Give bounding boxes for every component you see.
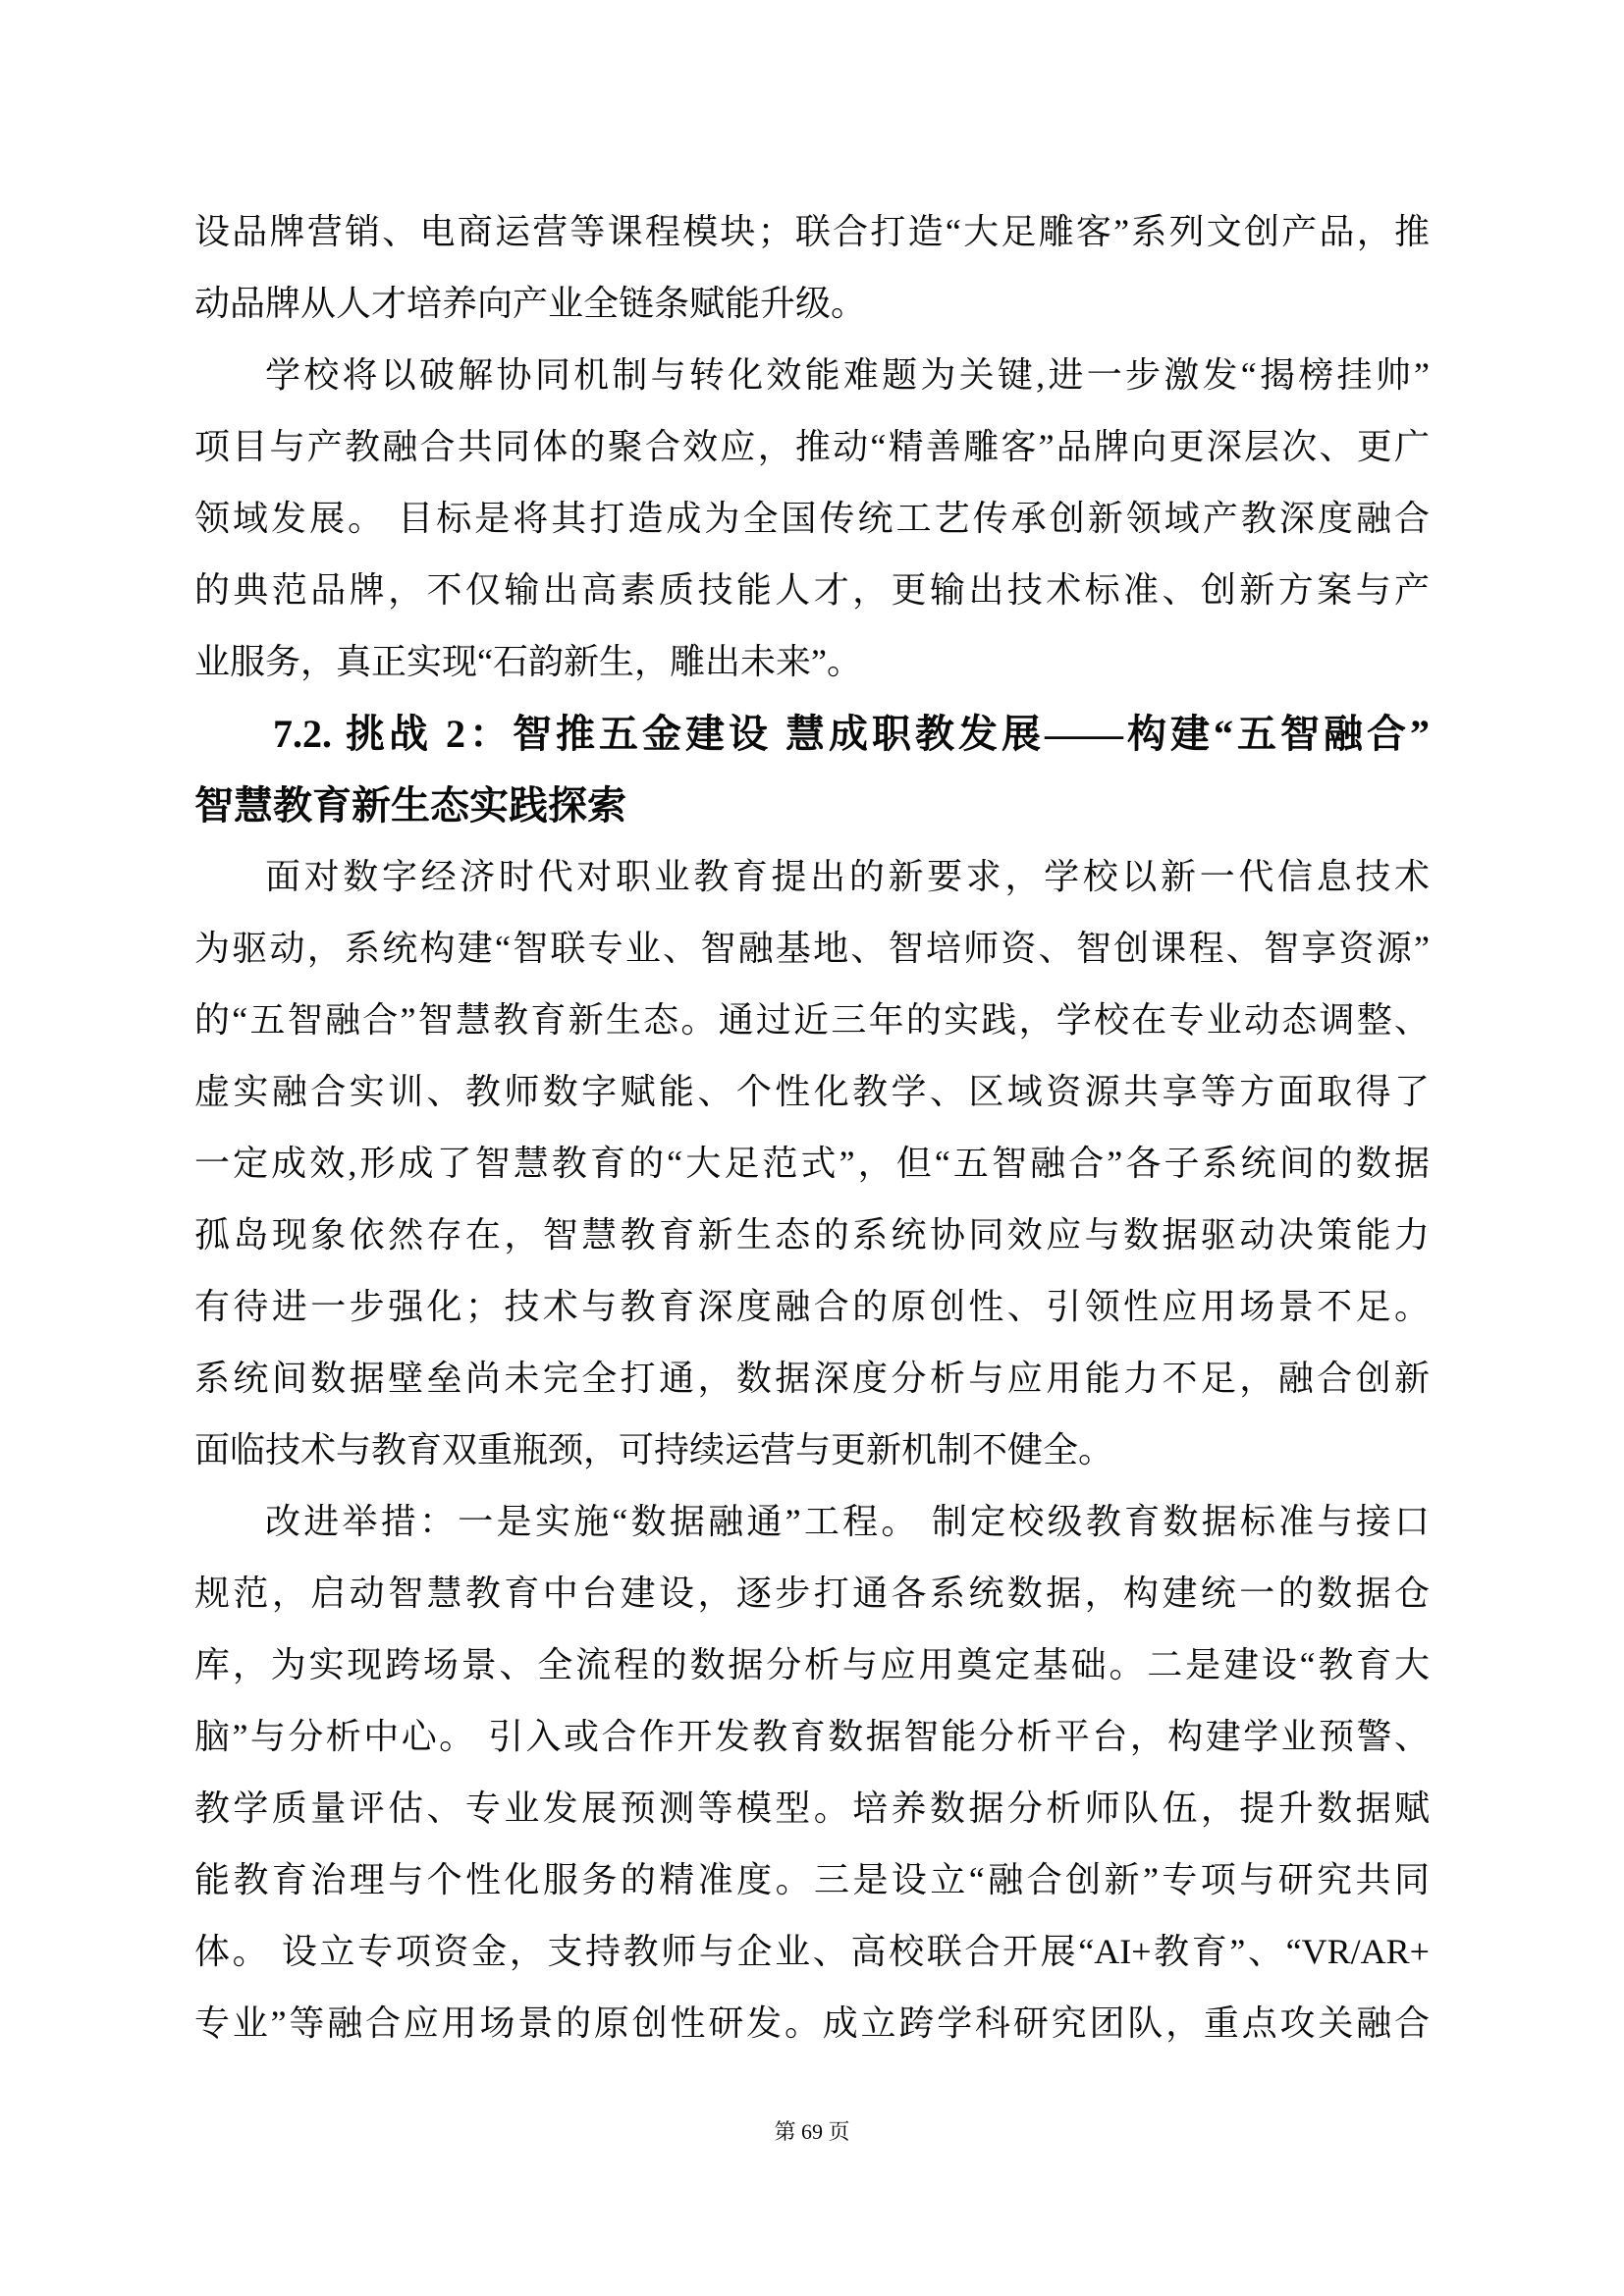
text-line: 业服务，真正实现“石韵新生，雕出未来”。 [194,642,862,681]
heading-line: 7.2. 挑战 2：智推五金建设 慧成职教发展——构建“五智融合” [273,712,1430,756]
text-line: 系统间数据壁垒尚未完全打通，数据深度分析与应用能力不足，融合创新 [194,1359,1430,1398]
text-line: 专业”等融合应用场景的原创性研发。成立跨学科研究团队，重点攻关融合 [194,2003,1430,2043]
paragraph [194,196,1430,340]
heading-line: 智慧教育新生态实践探索 [194,783,626,828]
text-line: 库，为实现跨场景、全流程的数据分析与应用奠定基础。二是建设“教育大 [194,1645,1430,1684]
text-line: 一定成效,形成了智慧教育的“大足范式”，但“五智融合”各子系统间的数据 [194,1144,1430,1183]
text-line: 设品牌营销、电商运营等课程模块；联合打造“大足雕客”系列文创产品，推 [194,212,1430,251]
text-line: 孤岛现象依然存在，智慧教育新生态的系统协同效应与数据驱动决策能力 [194,1215,1430,1255]
text-line: 面临技术与教育双重瓶颈，可持续运营与更新机制不健全。 [194,1430,1114,1469]
text-line: 能教育治理与个性化服务的精准度。三是设立“融合创新”专项与研究共同 [194,1860,1430,1899]
page-number-footer: 第 69 页 [774,2119,850,2144]
text-line: 体。 设立专项资金，支持教师与企业、高校联合开展“AI+教育”、“VR/AR+ [194,1932,1430,1971]
text-line: 项目与产教融合共同体的聚合效应，推动“精善雕客”品牌向更深层次、更广 [194,427,1430,466]
text-line: 的“五智融合”智慧教育新生态。通过近三年的实践，学校在专业动态调整、 [194,1000,1430,1040]
paragraph [194,841,1430,1486]
document-body [194,196,1430,2059]
text-line: 领域发展。 目标是将其打造成为全国传统工艺传承创新领域产教深度融合 [194,499,1430,538]
text-line: 面对数字经济时代对职业教育提出的新要求，学校以新一代信息技术 [265,857,1430,896]
text-line: 有待进一步强化；技术与教育深度融合的原创性、引领性应用场景不足。 [194,1287,1430,1326]
text-line: 规范，启动智慧教育中台建设，逐步打通各系统数据，构建统一的数据仓 [194,1574,1430,1613]
text-line: 动品牌从人才培养向产业全链条赋能升级。 [194,284,867,323]
paragraph [194,340,1430,698]
text-line: 学校将以破解协同机制与转化效能难题为关键,进一步激发“揭榜挂帅” [265,355,1430,395]
text-line: 改进举措：一是实施“数据融通”工程。 制定校级教育数据标准与接口 [265,1502,1430,1541]
paragraph [194,1486,1430,2059]
text-line: 的典范品牌，不仅输出高素质技能人才，更输出技术标准、创新方案与产 [194,570,1430,610]
text-line: 为驱动，系统构建“智联专业、智融基地、智培师资、智创课程、智享资源” [194,929,1430,968]
section-heading [194,698,1430,841]
text-line: 教学质量评估、专业发展预测等模型。培养数据分析师队伍，提升数据赋 [194,1789,1430,1828]
text-line: 虚实融合实训、教师数字赋能、个性化教学、区域资源共享等方面取得了 [194,1072,1430,1111]
text-line: 脑”与分析中心。 引入或合作开发教育数据智能分析平台，构建学业预警、 [194,1717,1430,1756]
